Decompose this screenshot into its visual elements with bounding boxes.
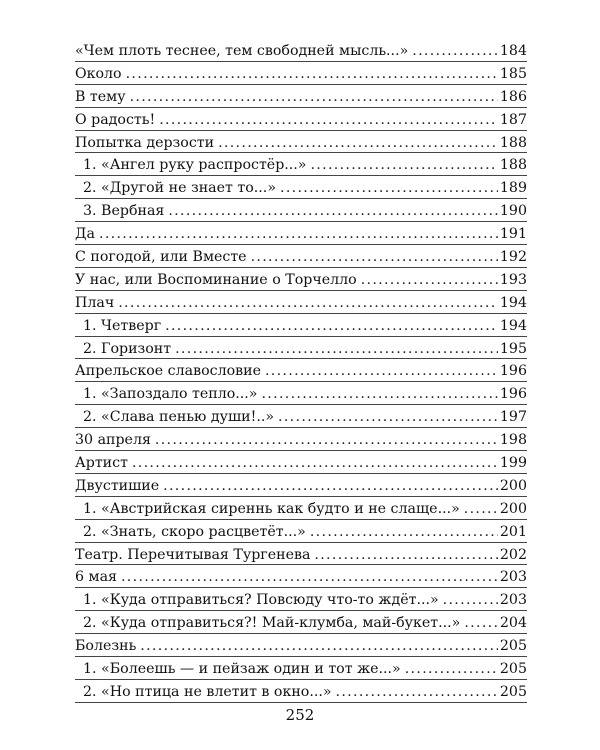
toc-dot-leader [99,223,498,246]
toc-entry-title: 1. «Австрийская сиреннь как будто и не слаще...» [83,500,460,517]
toc-dot-leader [165,315,498,338]
toc-entry-page: 197 [499,409,527,426]
toc-dot-leader [265,360,498,383]
toc-entry-title: Апрельское славословие [75,363,261,380]
toc-entry-title: 1. «Ангел руку распростёр...» [83,157,307,174]
toc-entry [75,658,527,681]
toc-dot-leader [310,154,497,177]
toc-entry [75,589,527,612]
toc-entry-page: 189 [499,180,527,197]
toc-dot-leader [155,429,498,452]
toc-entry-page: 193 [499,271,527,288]
toc-dot-leader [280,177,498,200]
toc-entry [75,566,527,589]
toc-entry-page: 188 [499,157,527,174]
table-of-contents [75,40,527,704]
toc-entry-title: Попытка дерзости [75,134,215,151]
toc-entry-page: 205 [499,661,527,678]
toc-dot-leader [251,246,498,269]
toc-entry-title: 1. «Запоздало тепло...» [83,386,258,403]
toc-entry [75,269,527,292]
toc-dot-leader [361,269,498,292]
toc-dot-leader [163,475,498,498]
toc-entry [75,132,527,155]
toc-entry-title: 30 апреля [75,432,151,449]
toc-entry-page: 194 [499,294,527,311]
toc-entry-page: 187 [499,111,527,128]
toc-entry-page: 192 [499,249,527,266]
toc-entry [75,40,527,63]
toc-dot-leader [310,521,498,544]
toc-entry-title: 2. Горизонт [83,340,172,357]
toc-entry [75,360,527,383]
toc-entry [75,109,527,132]
toc-entry-title: «Чем плоть теснее, тем свободней мысль...» [75,43,409,59]
toc-dot-leader [118,292,498,315]
toc-entry-page: 190 [499,203,527,220]
toc-entry-page: 200 [499,500,527,517]
toc-dot-leader [132,452,498,475]
toc-entry-page: 196 [499,363,527,380]
toc-entry-page: 205 [499,638,527,655]
toc-entry [75,246,527,269]
toc-entry-page: 195 [499,340,527,357]
toc-entry [75,86,527,109]
toc-entry [75,681,527,704]
toc-dot-leader [336,681,498,704]
page-number: 252 [285,706,315,724]
toc-entry-page: 200 [499,477,527,494]
toc-dot-leader [218,132,498,155]
toc-entry [75,177,527,200]
toc-entry-page: 204 [499,615,527,632]
toc-entry [75,521,527,544]
toc-entry-title: 2. «Куда отправиться?! Май-клумба, май-букет...» [83,615,461,632]
toc-entry [75,544,527,567]
toc-entry [75,635,527,658]
toc-entry-title: 1. Четверг [83,317,162,334]
toc-entry [75,498,527,521]
toc-entry-page: 198 [499,432,527,449]
toc-entry-page: 205 [499,683,527,700]
toc-entry-title: С погодой, или Вместе [75,249,247,266]
toc-entry [75,200,527,223]
toc-dot-leader [140,635,498,658]
toc-dot-leader [121,566,498,589]
toc-entry-page: 188 [499,134,527,151]
toc-entry-page: 186 [499,88,527,105]
toc-entry-title: 2. «Знать, скоро расцветёт...» [83,523,306,540]
toc-entry-page: 202 [499,546,527,563]
toc-entry [75,292,527,315]
toc-entry-title: О радость! [75,111,156,128]
toc-entry-title: Театр. Перечитывая Тургенева [75,546,311,563]
toc-entry [75,475,527,498]
toc-entry-title: В тему [75,88,126,105]
toc-entry [75,338,527,361]
toc-entry [75,223,527,246]
toc-dot-leader [412,40,498,63]
toc-entry-title: У нас, или Воспоминание о Торчелло [75,271,357,288]
toc-entry-title: 1. «Куда отправиться? Повсюду что-то ждёт...» [83,592,439,609]
toc-dot-leader [261,383,497,406]
toc-entry [75,383,527,406]
toc-dot-leader [443,589,498,612]
toc-entry-page: 199 [499,455,527,472]
toc-entry-title: 2. «Но птица не влетит в окно...» [83,683,332,700]
toc-dot-leader [278,406,498,429]
toc-entry-title: Двустишие [75,477,160,494]
toc-entry [75,429,527,452]
toc-entry-title: Около [75,65,122,82]
toc-dot-leader [314,544,497,567]
toc-entry-page: 196 [499,386,527,403]
toc-entry-title: 3. Вербная [83,203,165,220]
toc-dot-leader [405,658,498,681]
toc-entry-title: 6 мая [75,569,117,586]
toc-entry-page: 184 [499,43,527,59]
toc-entry-title: Плач [75,294,115,311]
toc-entry [75,315,527,338]
toc-entry-page: 201 [499,523,527,540]
toc-entry-title: 2. «Другой не знает то...» [83,180,276,197]
toc-dot-leader [175,338,498,361]
toc-dot-leader [168,200,498,223]
toc-entry-title: Болезнь [75,638,137,655]
toc-entry-page: 194 [499,317,527,334]
toc-entry [75,452,527,475]
toc-dot-leader [159,109,498,132]
toc-entry [75,63,527,86]
toc-dot-leader [464,498,498,521]
toc-entry-page: 191 [499,226,527,243]
toc-entry-title: Да [75,226,95,243]
toc-entry [75,612,527,635]
toc-entry-title: Артист [75,455,128,472]
toc-entry-page: 203 [499,592,527,609]
toc-entry-page: 203 [499,569,527,586]
toc-entry-title: 2. «Слава пенью души!..» [83,409,275,426]
toc-dot-leader [130,86,498,109]
toc-entry [75,406,527,429]
toc-entry [75,154,527,177]
toc-dot-leader [126,63,498,86]
toc-entry-page: 185 [499,65,527,82]
toc-entry-title: 1. «Болеешь — и пейзаж один и тот же...» [83,661,401,678]
toc-dot-leader [464,612,498,635]
